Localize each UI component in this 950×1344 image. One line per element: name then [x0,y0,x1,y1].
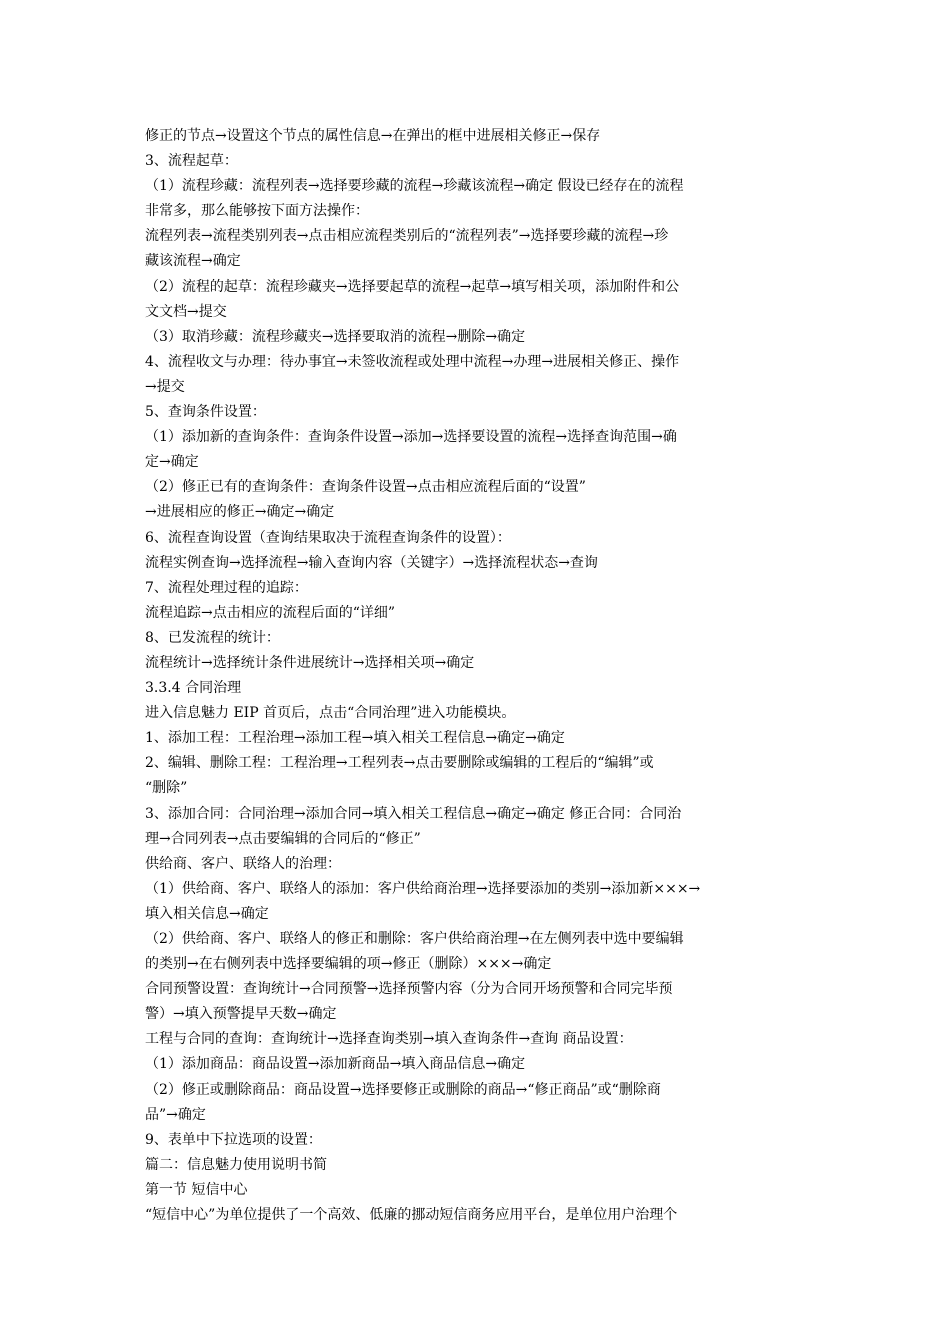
text-line: 流程实例查询→选择流程→输入查询内容（关键字）→选择流程状态→查询 [145,554,598,571]
text-line: 3、流程起草： [145,153,238,170]
text-line: （2）流程的起草：流程珍藏夹→选择要起草的流程→起草→填写相关项，添加附件和公 [145,278,680,295]
text-line: 2、编辑、删除工程：工程治理→工程列表→点击要删除或编辑的工程后的“编辑”或 [145,755,654,772]
text-line: 藏该流程→确定 [145,253,241,270]
text-line: （1）流程珍藏：流程列表→选择要珍藏的流程→珍藏该流程→确定 假设已经存在的流程 [145,178,684,195]
text-line: 7、流程处理过程的追踪： [145,579,308,596]
text-line: 流程统计→选择统计条件进展统计→选择相关项→确定 [145,654,475,671]
text-line: 非常多，那么能够按下面方法操作： [145,203,369,220]
text-line: 8、已发流程的统计： [145,629,280,646]
text-line: “删除” [145,780,188,797]
text-line: （2）修正或删除商品：商品设置→选择要修正或删除的商品→“修正商品”或“删除商 [145,1081,661,1098]
text-line: →进展相应的修正→确定→确定 [145,504,335,521]
text-line: 填入相关信息→确定 [145,905,269,922]
text-line: （2）供给商、客户、联络人的修正和删除：客户供给商治理→在左侧列表中选中要编辑 [145,931,684,947]
text-line: （1）添加新的查询条件：查询条件设置→添加→选择要设置的流程→选择查询范围→确 [145,429,677,446]
text-line: （2）修正已有的查询条件：查询条件设置→点击相应流程后面的“设置” [145,479,586,496]
text-line: 修正的节点→设置这个节点的属性信息→在弹出的框中进展相关修正→保存 [145,128,601,144]
text-line: 9、表单中下拉选项的设置： [145,1131,322,1148]
text-line: 5、查询条件设置： [145,404,266,421]
text-line: 的类别→在右侧列表中选择要编辑的项→修正（删除）×××→确定 [145,956,552,973]
text-line: “短信中心”为单位提供了一个高效、低廉的挪动短信商务应用平台，是单位用户治理个 [145,1207,678,1224]
text-line: 流程追踪→点击相应的流程后面的“详细” [145,604,396,621]
text-line: 第一节 短信中心 [145,1181,248,1198]
document-body [145,124,810,1228]
text-line: （3）取消珍藏：流程珍藏夹→选择要取消的流程→删除→确定 [145,328,526,345]
text-line: 篇二：信息魅力使用说明书简 [145,1156,327,1173]
text-line: （1）添加商品：商品设置→添加新商品→填入商品信息→确定 [145,1056,526,1073]
text-line: 供给商、客户、联络人的治理： [145,855,341,872]
text-line: 3.3.4 合同治理 [145,680,242,697]
text-line: 定→确定 [145,454,199,471]
text-line: 6、流程查询设置（查询结果取决于流程查询条件的设置）： [145,529,511,546]
text-line: 理→合同列表→点击要编辑的合同后的“修正” [145,830,421,847]
text-line: 4、流程收文与办理：待办事宜→未签收流程或处理中流程→办理→进展相关修正、操作 [145,353,680,370]
text-line: （1）供给商、客户、联络人的添加：客户供给商治理→选择要添加的类别→添加新×××→ [145,880,701,897]
text-line: →提交 [145,378,185,395]
text-line: 合同预警设置：查询统计→合同预警→选择预警内容（分为合同开场预警和合同完毕预 [145,981,673,998]
text-line: 进入信息魅力 EIP 首页后，点击“合同治理”进入功能模块。 [145,705,516,722]
text-line: 3、添加合同：合同治理→添加合同→填入相关工程信息→确定→确定 修正合同：合同治 [145,805,682,822]
text-line: 工程与合同的查询：查询统计→选择查询类别→填入查询条件→查询 商品设置： [145,1031,633,1048]
text-line: 品”→确定 [145,1106,206,1123]
text-line: 1、添加工程：工程治理→添加工程→填入相关工程信息→确定→确定 [145,730,565,747]
text-line: 文文档→提交 [145,303,227,320]
text-line: 流程列表→流程类别列表→点击相应流程类别后的“流程列表”→选择要珍藏的流程→珍 [145,228,669,245]
text-line: 警）→填入预警提早天数→确定 [145,1006,337,1023]
